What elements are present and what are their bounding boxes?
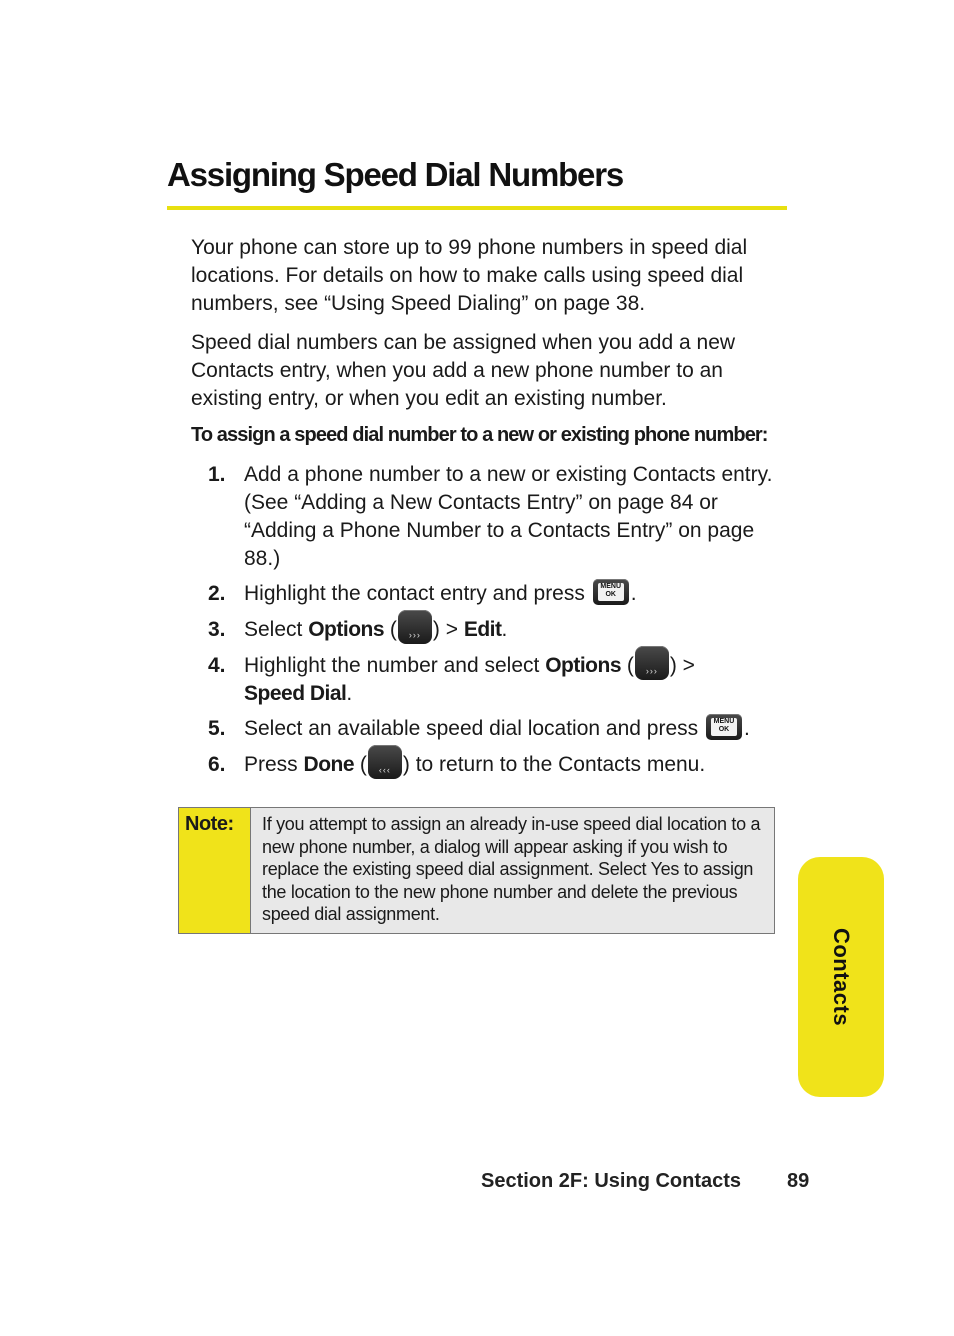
step-text-part: ( [389, 618, 397, 641]
done-label: Done [303, 753, 355, 776]
step-text [244, 616, 778, 644]
page-number: 89 [787, 1170, 810, 1192]
right-softkey-icon [635, 646, 669, 680]
step-number: 6. [208, 753, 226, 776]
intro-paragraph-2: Speed dial numbers can be assigned when you add a new Contacts entry, when you add a new phone number to an existing entry, or when you edit an existing number. [191, 331, 736, 410]
options-label: Options [308, 618, 385, 641]
options-label: Options [545, 654, 622, 677]
step-number: 4. [208, 654, 226, 677]
key-label-menu: MENU [713, 718, 735, 726]
step-text-part: ( [359, 753, 367, 776]
key-dots: ››› [408, 630, 421, 641]
key-dots: ‹‹‹ [378, 765, 391, 776]
step-text-part: Press [244, 753, 298, 776]
step-text-part: ) > [669, 654, 695, 677]
note-text: If you attempt to assign an already in-use speed dial location to a new phone number, a dialog will appear asking if you wish to replace the existing speed dial assignment. Select Yes to assign the location to the new phone number and delete the previous speed dial assignment. [262, 814, 761, 924]
key-label-menu: MENU [600, 583, 622, 591]
side-tab-label: Contacts [829, 927, 854, 1027]
step-text-part: . [346, 682, 353, 706]
step-text-part: Select an available speed dial location and press [244, 717, 699, 740]
edit-label: Edit [463, 618, 502, 641]
step-text-part: . [743, 717, 750, 740]
note-label-cell [179, 808, 251, 933]
step-text [244, 715, 778, 743]
key-label-ok: OK [718, 726, 730, 734]
section-side-tab [798, 857, 884, 1097]
menu-ok-key-icon [706, 714, 742, 740]
right-softkey-icon [398, 610, 432, 644]
step-text-part: Highlight the contact entry and press [244, 582, 585, 605]
step-text-part: Highlight the number and select [244, 654, 540, 677]
note-box [178, 807, 775, 934]
title-underline [167, 206, 787, 210]
step-text-part: ( [626, 654, 634, 677]
step-text: Add a phone number to a new or existing Contacts entry. (See “Adding a New Contacts Entry” on page 84 or “Adding a Phone Number to a Contacts Entry” on page 88.) [244, 463, 773, 570]
step-text-part: . [630, 582, 637, 605]
speed-dial-label: Speed Dial [244, 682, 347, 706]
step-text [244, 751, 778, 779]
step-text [244, 580, 778, 608]
key-dots: ››› [645, 666, 658, 677]
step-number: 3. [208, 618, 226, 641]
step-number: 2. [208, 582, 226, 605]
note-label: Note: [185, 813, 234, 835]
footer-section-title: Section 2F: Using Contacts [481, 1170, 742, 1192]
page-title: Assigning Speed Dial Numbers [167, 156, 624, 193]
left-softkey-icon [368, 745, 402, 779]
step-number: 5. [208, 717, 226, 740]
step-number: 1. [208, 463, 226, 486]
step-text-part: . [501, 618, 508, 641]
procedure-heading: To assign a speed dial number to a new or existing phone number: [191, 424, 768, 446]
menu-ok-key-icon [593, 579, 629, 605]
intro-paragraph-1: Your phone can store up to 99 phone numbers in speed dial locations. For details on how to make calls using speed dial numbers, see “Using Speed Dialing” on page 38. [191, 236, 748, 315]
step-text-part: Select [244, 618, 303, 641]
step-text-part: ) to return to the Contacts menu. [402, 753, 706, 776]
step-text-part: ) > [432, 618, 458, 641]
step-text [244, 652, 778, 708]
key-label-ok: OK [605, 591, 616, 599]
